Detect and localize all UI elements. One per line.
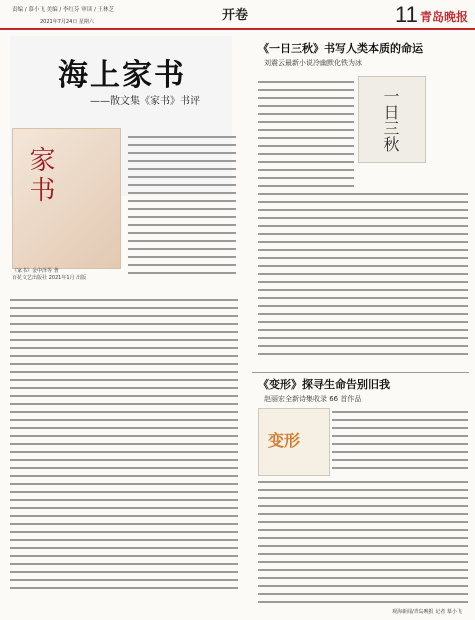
article-title: 《一日三秋》书写人类本质的命运 bbox=[258, 42, 423, 55]
section-divider bbox=[252, 372, 469, 373]
article-title: 海上家书 bbox=[58, 58, 186, 93]
article-title: 《变形》探寻生命告别旧我 bbox=[258, 378, 390, 391]
article-subtitle: 赵丽宏全新诗集收录 66 首作品 bbox=[264, 395, 362, 403]
article-body-text bbox=[258, 78, 354, 190]
book-cover-title: 变形 bbox=[268, 431, 301, 450]
article-body-text bbox=[258, 190, 468, 360]
article-body-text bbox=[10, 296, 238, 594]
article-subtitle: 刘震云最新小说冷幽默化铁为冰 bbox=[264, 59, 362, 67]
newspaper-logo: 青岛晚报 bbox=[420, 10, 469, 24]
page-number: 11 bbox=[395, 2, 418, 27]
book-caption-line: 《家书》金中泽等 著 bbox=[12, 268, 59, 274]
masthead-rule bbox=[0, 28, 475, 30]
book-cover-title: 一日三秋 bbox=[381, 88, 400, 152]
article-body-column bbox=[128, 133, 236, 278]
article-subtitle: ——散文集《家书》书评 bbox=[90, 96, 200, 107]
reporter-byline: 观海新闻/青岛晚报 记者 慕小飞 bbox=[392, 609, 462, 615]
article-body-text bbox=[332, 408, 468, 474]
issue-date: 2021年7月24日 星期六 bbox=[40, 19, 94, 25]
editor-meta: 责编 / 慕小飞 美编 / 李红芬 审读 / 王林芝 bbox=[12, 7, 115, 13]
article-body-text bbox=[258, 478, 468, 606]
book-cover-title: 家书 bbox=[25, 146, 55, 206]
book-caption-line: 百花文艺出版社 2021年1月 出版 bbox=[12, 275, 87, 281]
book-caption bbox=[12, 268, 124, 282]
section-name: 开卷 bbox=[222, 8, 249, 23]
